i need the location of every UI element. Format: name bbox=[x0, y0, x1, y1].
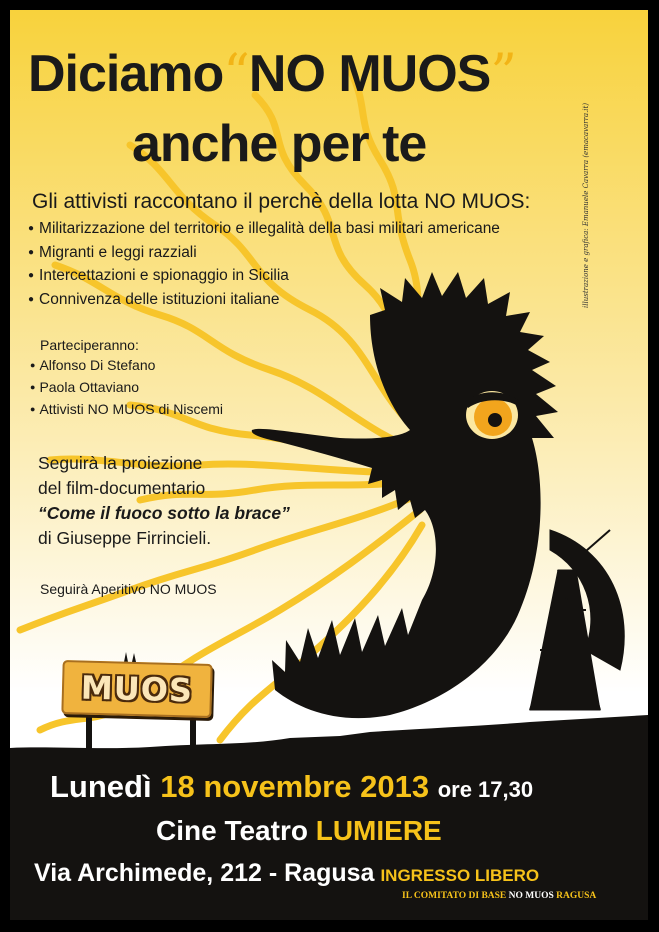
list-item: ● Alfonso Di Stefano bbox=[30, 355, 223, 377]
list-item: ● Attivisti NO MUOS di Niscemi bbox=[30, 399, 223, 421]
event-time: ore 17,30 bbox=[437, 777, 534, 802]
list-item: ● Intercettazioni e spionaggio in Sicilia bbox=[28, 265, 500, 289]
title-line-1: Diciamo“NO MUOS” bbox=[28, 44, 516, 104]
film-line-2: del film-documentario bbox=[38, 478, 206, 498]
film-line-1: Seguirà la proiezione bbox=[38, 453, 203, 473]
event-address: Via Archimede, 212 - Ragusa INGRESSO LIBERO bbox=[34, 859, 540, 887]
date-highlight: 18 novembre 2013 bbox=[160, 769, 430, 804]
participants-list bbox=[30, 355, 223, 421]
event-date: Lunedì 18 novembre 2013 ore 17,30 bbox=[50, 769, 534, 804]
list-item: ● Paola Ottaviano bbox=[30, 377, 223, 399]
list-item: ● Migranti e leggi razziali bbox=[28, 242, 500, 266]
subtitle: Gli attivisti raccontano il perchè della lotta NO MUOS: bbox=[32, 190, 531, 213]
organizer-line: IL COMITATO DI BASE NO MUOS RAGUSA bbox=[402, 891, 597, 901]
film-director: di Giuseppe Firrincieli. bbox=[38, 528, 212, 548]
muos-sign bbox=[61, 660, 212, 718]
venue-name: LUMIERE bbox=[315, 815, 442, 846]
participants-label: Parteciperanno: bbox=[40, 337, 139, 353]
entry-badge: INGRESSO LIBERO bbox=[380, 866, 540, 885]
film-title: “Come il fuoco sotto la brace” bbox=[38, 503, 290, 523]
illustration-credit: illustrazione e grafica: Emanuele Cavarra (emacavarra.it) bbox=[582, 102, 590, 308]
title-line-2: anche per te bbox=[132, 115, 427, 173]
event-venue: Cine Teatro LUMIERE bbox=[156, 815, 442, 846]
list-item: ● Militarizzazione del territorio e illegalità della basi militari americane bbox=[28, 218, 500, 242]
poster bbox=[10, 10, 648, 920]
sign-text: MUOS bbox=[80, 668, 194, 710]
topic-list bbox=[28, 218, 500, 312]
film-block bbox=[38, 451, 290, 551]
list-item: ● Connivenza delle istituzioni italiane bbox=[28, 289, 500, 313]
aperitivo-note: Seguirà Aperitivo NO MUOS bbox=[40, 581, 217, 597]
